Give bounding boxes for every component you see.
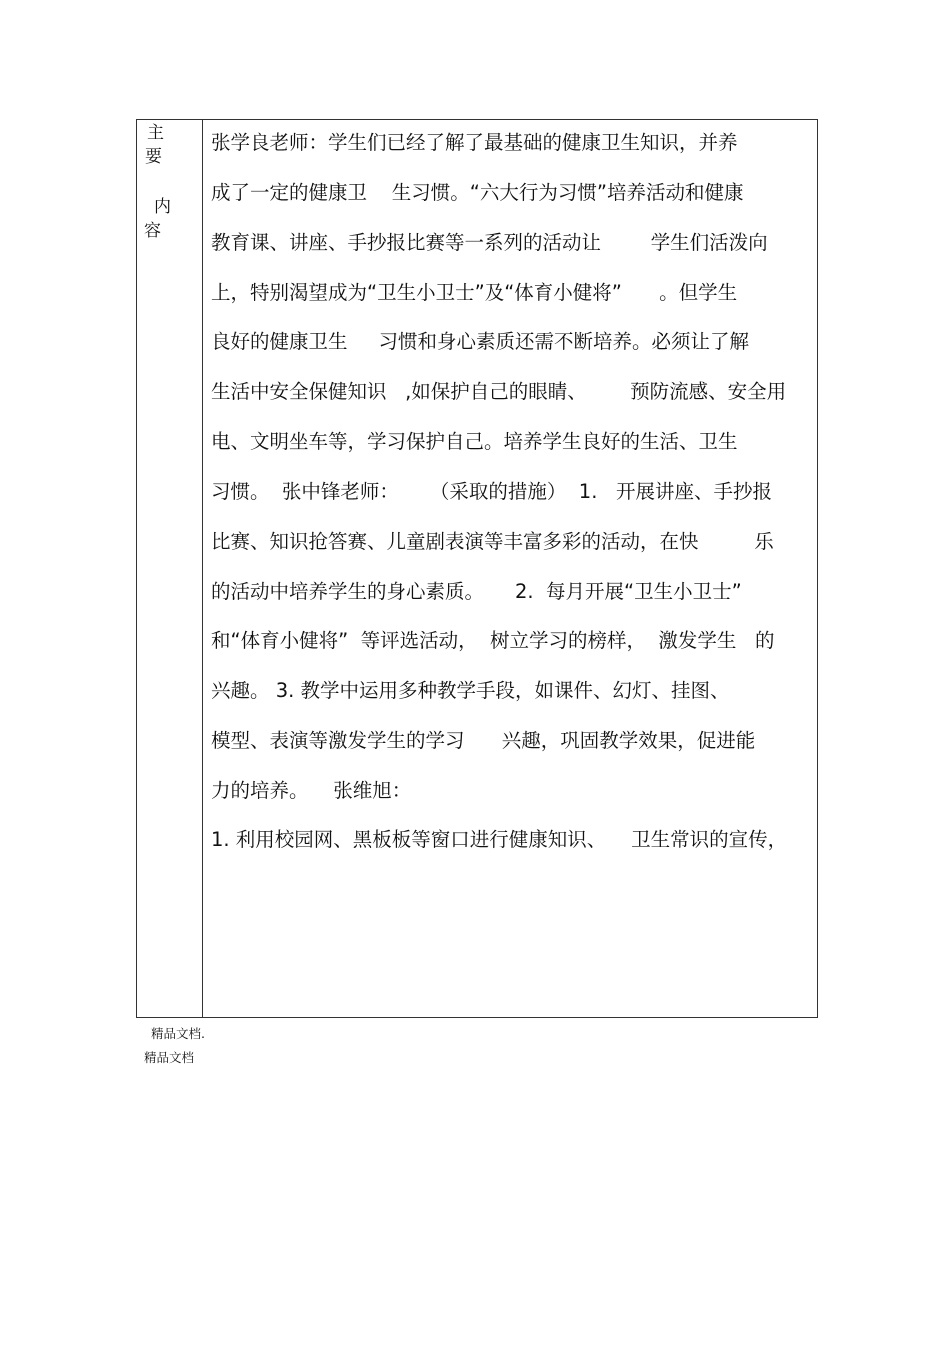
footer-watermark-2: 精品文档 [144, 1050, 195, 1065]
content-line: 和“体育小健将” 等评选活动， 树立学习的榜样， 激发学生 的 [211, 629, 775, 652]
row-label-char: 内 [154, 197, 171, 217]
content-line: 电、文明坐车等，学习保护自己。培养学生良好的生活、卫生 [211, 430, 738, 453]
content-line: 张学良老师：学生们已经了解了最基础的健康卫生知识，并养 [211, 131, 738, 154]
content-line: 上，特别渴望成为“卫生小卫士”及“体育小健将” 。但学生 [211, 281, 738, 304]
content-line: 模型、表演等激发学生的学习 兴趣，巩固教学效果，促进能 [211, 729, 756, 752]
content-line: 力的培养。 张维旭： [211, 779, 412, 802]
row-label-char: 容 [144, 221, 161, 241]
row-label-char: 要 [145, 147, 162, 167]
content-line: 成了一定的健康卫 生习惯。“六大行为习惯”培养活动和健康 [211, 181, 744, 204]
content-line: 1. 利用校园网、黑板板等窗口进行健康知识、 卫生常识的宣传， [211, 828, 788, 851]
content-line: 良好的健康卫生 习惯和身心素质还需不断培养。必须让了解 [211, 330, 749, 353]
content-line: 生活中安全保健知识 ,如保护自己的眼睛、 预防流感、安全用 [211, 380, 787, 403]
row-label-char: 主 [147, 123, 164, 143]
content-line: 教育课、讲座、手抄报比赛等一系列的活动让 学生们活泼向 [211, 231, 768, 254]
content-line: 兴趣。 3. 教学中运用多种教学手段，如课件、幻灯、挂图、 [211, 679, 730, 702]
content-line: 比赛、知识抢答赛、儿童剧表演等丰富多彩的活动，在快 乐 [211, 530, 774, 553]
content-table [136, 119, 818, 1018]
content-line: 的活动中培养学生的身心素质。 2. 每月开展“卫生小卫士” [211, 580, 742, 603]
column-divider [202, 120, 203, 1017]
content-line: 习惯。 张中锋老师： （采取的措施） 1. 开展讲座、手抄报 [211, 480, 772, 503]
footer-watermark-1: 精品文档. [151, 1026, 205, 1041]
